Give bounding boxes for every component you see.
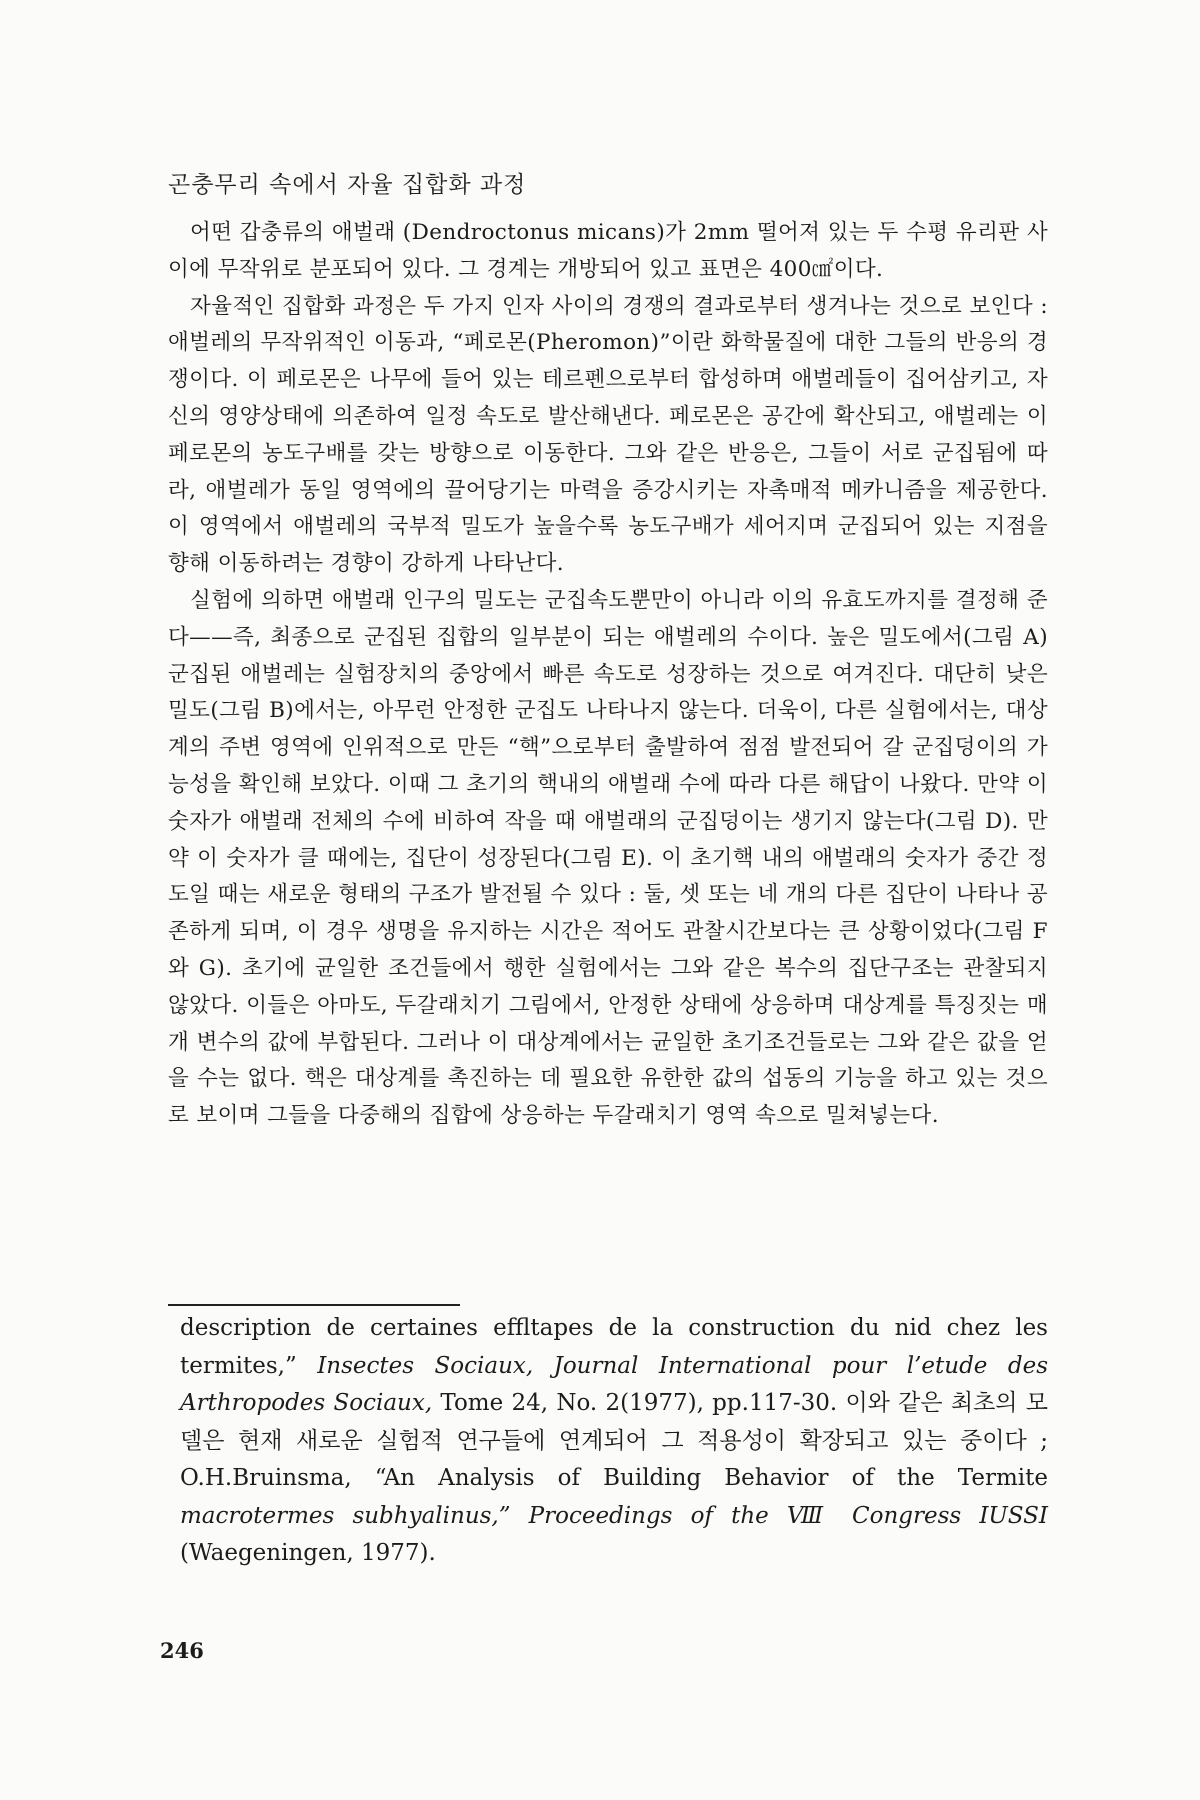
section-title: 곤충무리 속에서 자율 집합화 과정 [168, 172, 527, 198]
footnote-part-2: Tome 24, No. 2(1977), pp.117-30. 이와 같은 최초의 모델은 현재 새로운 실험적 연구들에 연계되어 그 적용성이 확장되고 있는 중이다 ; O.H.Bruinsma, “An Analysis of Building Behavior of the Termite [180, 1390, 1049, 1491]
footnote-proceedings: Proceedings of the Ⅷ Congress IUSSI [510, 1502, 1048, 1529]
footnote [180, 1310, 1048, 1573]
footnote-divider [168, 1304, 460, 1306]
paragraph-3: 실험에 의하면 애벌래 인구의 밀도는 군집속도뿐만이 아니라 이의 유효도까지를 결정해 준다——즉, 최종으로 군집된 집합의 일부분이 되는 애벌레의 수이다. 높은 밀도에서(그림 A) 군집된 애벌레는 실험장치의 중앙에서 빠른 속도로 성장하는 것으로 여겨진다. 대단히 낮은 밀도(그림 B)에서는, 아무런 안정한 군집도 나타나지 않는다. 더욱이, 다른 실험에서는, 대상계의 주변 영역에 인위적으로 만든 “핵”으로부터 출발하여 점점 발전되어 갈 군집덩이의 가능성을 확인해 보았다. 이때 그 초기의 핵내의 애벌래 수에 따라 다른 해답이 나왔다. 만약 이 숫자가 애벌래 전체의 수에 비하여 작을 때 애벌래의 군집덩이는 생기지 않는다(그림 D). 만약 이 숫자가 클 때에는, 집단이 성장된다(그림 E). 이 초기핵 내의 애벌래의 숫자가 중간 정도일 때는 새로운 형태의 구조가 발전될 수 있다 : 둘, 셋 또는 네 개의 다른 집단이 나타나 공존하게 되며, 이 경우 생명을 유지하는 시간은 적어도 관찰시간보다는 큰 상황이었다(그림 F와 G). 초기에 균일한 조건들에서 행한 실험에서는 그와 같은 복수의 집단구조는 관찰되지 않았다. 이들은 아마도, 두갈래치기 그림에서, 안정한 상태에 상응하며 대상계를 특징짓는 매개 변수의 값에 부합된다. 그러나 이 대상계에서는 균일한 초기조건들로는 그와 같은 값을 얻을 수는 없다. 핵은 대상계를 촉진하는 데 필요한 유한한 값의 섭동의 기능을 하고 있는 것으로 보이며 그들을 다중해의 집합에 상응하는 두갈래치기 영역 속으로 밀쳐넣는다. [168, 587, 1048, 1129]
footnote-journal: Insectes Sociaux, Journal International pour l’etude des Arthropodes Sociaux, [180, 1352, 1048, 1416]
footnote-part-1: description de certaines effltapes de la construction du nid chez les termites,” [180, 1315, 1048, 1379]
paragraph-2: 자율적인 집합화 과정은 두 가지 인자 사이의 경쟁의 결과로부터 생겨나는 것으로 보인다 : 애벌레의 무작위적인 이동과, “페로몬(Pheromon)”이란 화학물질에 대한 그들의 반응의 경쟁이다. 이 페로몬은 나무에 들어 있는 테르펜으로부터 합성하며 애벌레들이 집어삼키고, 자신의 영양상태에 의존하여 일정 속도로 발산해낸다. 페로몬은 공간에 확산되고, 애벌레는 이 페로몬의 농도구배를 갖는 방향으로 이동한다. 그와 같은 반응은, 그들이 서로 군집됨에 따라, 애벌레가 동일 영역에의 끌어당기는 마력을 증강시키는 자촉매적 메카니즘을 제공한다. 이 영역에서 애벌레의 국부적 밀도가 높을수록 농도구배가 세어지며 군집되어 있는 지점을 향해 이동하려는 경향이 강하게 나타난다. [168, 293, 1048, 577]
page-number: 246 [160, 1638, 204, 1663]
paragraph-1: 어떤 갑충류의 애벌래 (Dendroctonus micans)가 2mm 떨어져 있는 두 수평 유리판 사이에 무작위로 분포되어 있다. 그 경계는 개방되어 있고 표면은 400㎠이다. [168, 220, 1048, 282]
footnote-part-3: (Waegeningen, 1977). [180, 1540, 436, 1566]
body-text [168, 215, 1048, 1135]
footnote-species: macrotermes subhyalinus,” [180, 1502, 511, 1529]
footnote-text [180, 1310, 1048, 1573]
